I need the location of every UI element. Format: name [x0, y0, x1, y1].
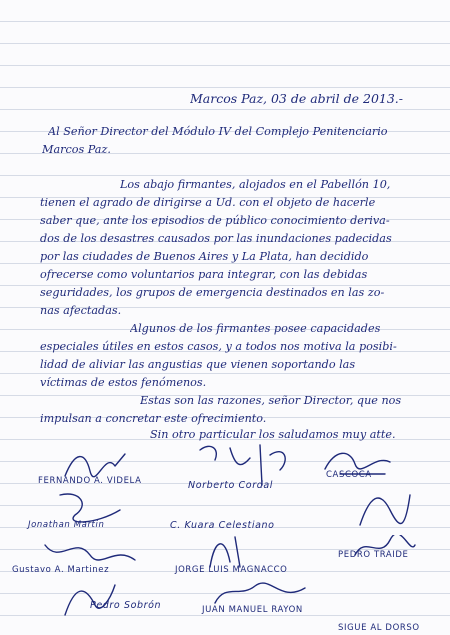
signature-name-3: CASCOCA	[326, 470, 372, 480]
body-line: nas afectadas.	[40, 304, 122, 317]
signature-name-9: Pedro Sobrón	[90, 600, 162, 611]
body-line: impulsan a concretar este ofrecimiento.	[40, 412, 267, 425]
signature-scribble-11	[210, 578, 310, 608]
body-line: dos de los desastres causados por las inundaciones padecidas	[40, 232, 392, 245]
footer-note: SIGUE AL DORSO	[338, 623, 420, 633]
body-line: seguridades, los grupos de emergencia destinados en las zo-	[40, 286, 385, 299]
body-line: víctimas de estos fenómenos.	[40, 376, 207, 389]
signature-name-8: PEDRO TRAIDE	[338, 550, 409, 560]
body-line: Estas son las razones, señor Director, que nos	[140, 394, 402, 407]
addressee-line-2: Marcos Paz.	[42, 143, 111, 156]
body-line: lidad de aliviar las angustias que vienen soportando las	[40, 358, 356, 371]
signature-name-10: JUAN MANUEL RAYON	[202, 605, 303, 615]
signature-name-1: FERNANDO A. VIDELA	[38, 476, 142, 486]
body-line: Los abajo firmantes, alojados en el Pabellón 10,	[120, 178, 391, 191]
body-line: ofrecerse como voluntarios para integrar, con las debidas	[40, 268, 368, 281]
body-line: saber que, ante los episodios de público conocimiento deriva-	[40, 214, 390, 227]
signature-name-7: JORGE LUIS MAGNACCO	[175, 565, 288, 575]
signature-scribble-6	[350, 485, 420, 535]
body-line: Algunos de los firmantes posee capacidades	[130, 322, 381, 335]
addressee-line-1: Al Señor Director del Módulo IV del Complejo Penitenciario	[48, 125, 388, 138]
signature-name-6: Gustavo A. Martinez	[12, 565, 110, 575]
signature-name-4: Jonathan Martin	[28, 520, 105, 530]
body-line: por las ciudades de Buenos Aires y La Plata, han decidido	[40, 250, 369, 263]
signature-name-2: Norberto Cordal	[188, 480, 274, 491]
signature-name-5: C. Kuara Celestiano	[170, 520, 275, 531]
body-line: Sin otro particular los saludamos muy atte.	[150, 428, 396, 441]
body-line: especiales útiles en estos casos, y a todos nos motiva la posibi-	[40, 340, 397, 353]
signatures-area	[12, 440, 430, 633]
body-line: tienen el agrado de dirigirse a Ud. con el objeto de hacerle	[40, 196, 376, 209]
date-line: Marcos Paz, 03 de abril de 2013.-	[190, 92, 404, 106]
